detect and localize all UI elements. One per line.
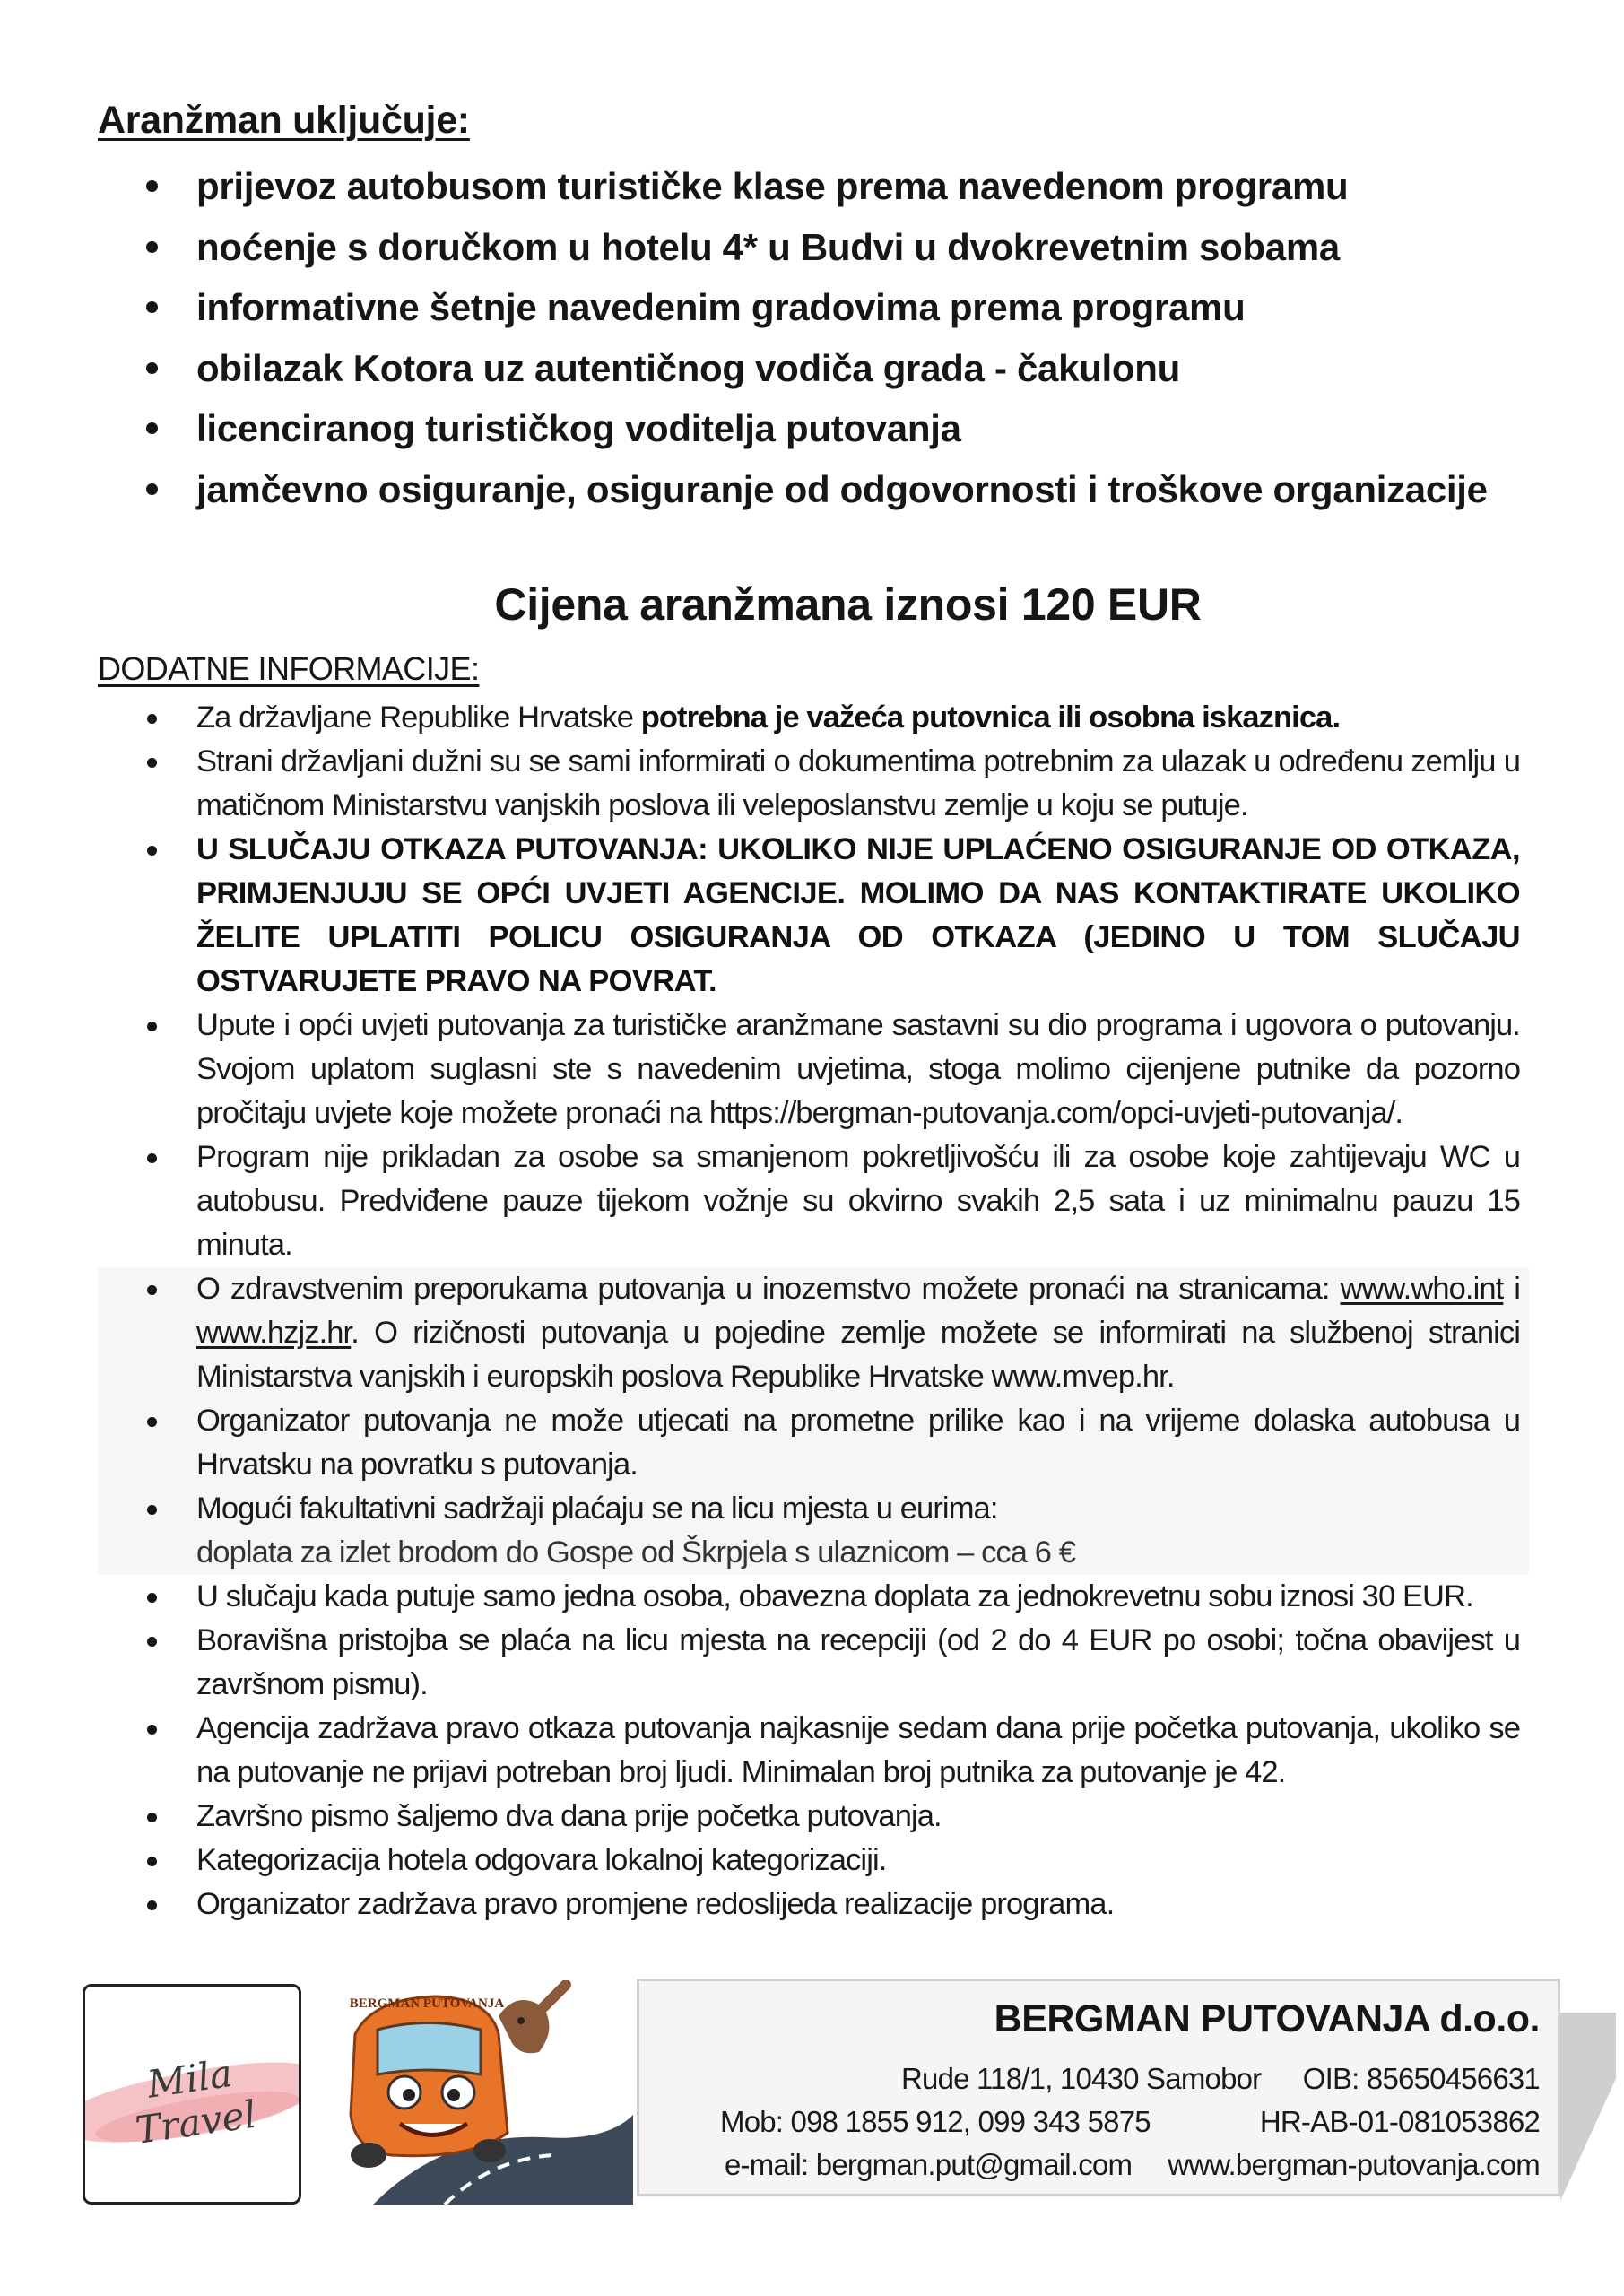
- info-item-final-letter: Završno pismo šaljemo dva dana prije početka putovanja.: [98, 1795, 1520, 1839]
- company-license: HR-AB-01-081053862: [1259, 2105, 1540, 2138]
- contact-box-shadow: [1560, 2013, 1616, 2201]
- bus-mascot-icon: [337, 1980, 633, 2205]
- optional-text-a: Mogući fakultativni sadržaji plaćaju se na licu mjesta u eurima:: [196, 1492, 998, 1526]
- info-item-foreigners: Strani državljani dužni su se sami informirati o dokumentima potrebnim za ulazak u određenu zemlju u matičnom Ministarstvu vanjskih poslova ili veleposlanstvu zemlje u koju se putuje.: [98, 740, 1520, 828]
- company-phone: Mob: 098 1855 912, 099 343 5875: [720, 2105, 1151, 2138]
- health-text-a: O zdravstvenim preporukama putovanja u inozemstvo možete pronaći na stranicama:: [196, 1272, 1341, 1306]
- company-oib: OIB: 85650456631: [1302, 2062, 1540, 2095]
- info-item-terms: Upute i opći uvjeti putovanja za turističke aranžmane sastavni su dio programa i ugovora o putovanju. Svojom uplatom suglasni ste s navedenim uvjetima, stoga molimo cijenjene putnike da pozorno pročitaju uvjete koje možete pronaći na https://bergman-putovanja.com/opci-uvjeti-putovanja/.: [98, 1004, 1520, 1135]
- info-item-mobility: Program nije prikladan za osobe sa smanjenom pokretljivošću ili za osobe koje zahtijevaju WC u autobusu. Predviđene pauze tijekom vožnje su okvirno svakih 2,5 sata i uz minimalnu pauzu 15 minuta.: [98, 1135, 1520, 1267]
- info-item-program-order: Organizator zadržava pravo promjene redoslijeda realizacije programa.: [98, 1883, 1520, 1926]
- included-item: jamčevno osiguranje, osiguranje od odgovornosti i troškove organizacije: [98, 459, 1533, 520]
- price-text: Cijena aranžmana iznosi 120 EUR: [494, 579, 1202, 630]
- info-item-documents: [98, 696, 1520, 740]
- included-item: prijevoz autobusom turističke klase prema navedenom programu: [98, 156, 1533, 217]
- included-list: [98, 156, 1533, 519]
- who-link[interactable]: www.who.int: [1340, 1272, 1504, 1306]
- info-item-traffic: Organizator putovanja ne može utjecati na prometne prilike kao i na vrijeme dolaska autobusa u Hrvatsku na povratku s putovanja.: [98, 1399, 1529, 1487]
- company-contact-box: [637, 1979, 1560, 2196]
- info-item-tourist-tax: Boravišna pristojba se plaća na licu mjesta na recepciji (od 2 do 4 EUR po osobi; točna obavijest u završnom pismu).: [98, 1619, 1520, 1707]
- included-heading: Aranžman uključuje:: [98, 99, 470, 142]
- additional-info-heading: DODATNE INFORMACIJE:: [98, 650, 480, 687]
- price-line: [0, 578, 1624, 631]
- included-item: licenciranog turističkog voditelja putovanja: [98, 398, 1533, 459]
- additional-info-list: [98, 696, 1520, 1926]
- included-item: noćenje s doručkom u hotelu 4* u Budvi u dvokrevetnim sobama: [98, 217, 1533, 278]
- company-address: Rude 118/1, 10430 Samobor: [901, 2062, 1262, 2095]
- hzjz-link[interactable]: www.hzjz.hr: [196, 1316, 352, 1350]
- health-text-b: . O rizičnosti putovanja u pojedine zemlje možete se informirati na službenoj stranici Ministarstva vanjskih i europskih poslova Republike Hrvatske www.mvep.hr.: [196, 1316, 1520, 1394]
- bergman-bus-logo: [337, 1980, 633, 2205]
- company-email[interactable]: e-mail: bergman.put@gmail.com: [725, 2148, 1133, 2181]
- documents-bold-text: potrebna je važeća putovnica ili osobna iskaznica.: [640, 700, 1341, 735]
- info-item-cancellation: [98, 828, 1520, 1004]
- bus-logo-text: BERGMAN PUTOVANJA: [349, 1996, 505, 2011]
- mila-travel-logo-text: Mila Travel: [133, 2050, 259, 2152]
- included-item: obilazak Kotora uz autentičnog vodiča grada - čakulonu: [98, 338, 1533, 399]
- documents-text: Za državljane Republike Hrvatske: [196, 700, 641, 735]
- info-item-agency-cancel: Agencija zadržava pravo otkaza putovanja najkasnije sedam dana prije početka putovanja, ukoliko se na putovanje ne prijavi potreban broj ljudi. Minimalan broj putnika za putovanje je 42.: [98, 1707, 1520, 1795]
- info-item-hotel-category: Kategorizacija hotela odgovara lokalnoj kategorizaciji.: [98, 1839, 1520, 1883]
- health-and: i: [1503, 1272, 1520, 1306]
- optional-text-b: doplata za izlet brodom do Gospe od Škrpjela s ulaznicom – cca 6 €: [196, 1535, 1076, 1570]
- company-website[interactable]: www.bergman-putovanja.com: [1168, 2148, 1540, 2181]
- info-item-health: [98, 1267, 1529, 1399]
- cancellation-text: U SLUČAJU OTKAZA PUTOVANJA: UKOLIKO NIJE UPLAĆENO OSIGURANJE OD OTKAZA, PRIMJENJUJU SE OPĆI UVJETI AGENCIJE. MOLIMO DA NAS KONTAKTIRATE UKOLIKO ŽELITE UPLATITI POLICU OSIGURANJA OD OTKAZA (JEDINO U TOM SLUČAJU OSTVARUJETE PRAVO NA POVRAT.: [196, 832, 1520, 998]
- info-item-optional: [98, 1487, 1529, 1575]
- company-name: BERGMAN PUTOVANJA d.o.o.: [994, 1997, 1540, 2040]
- mila-travel-logo: [83, 1984, 301, 2205]
- info-item-single-room: U slučaju kada putuje samo jedna osoba, obavezna doplata za jednokrevetnu sobu iznosi 30 EUR.: [98, 1575, 1520, 1619]
- included-item: informativne šetnje navedenim gradovima prema programu: [98, 277, 1533, 338]
